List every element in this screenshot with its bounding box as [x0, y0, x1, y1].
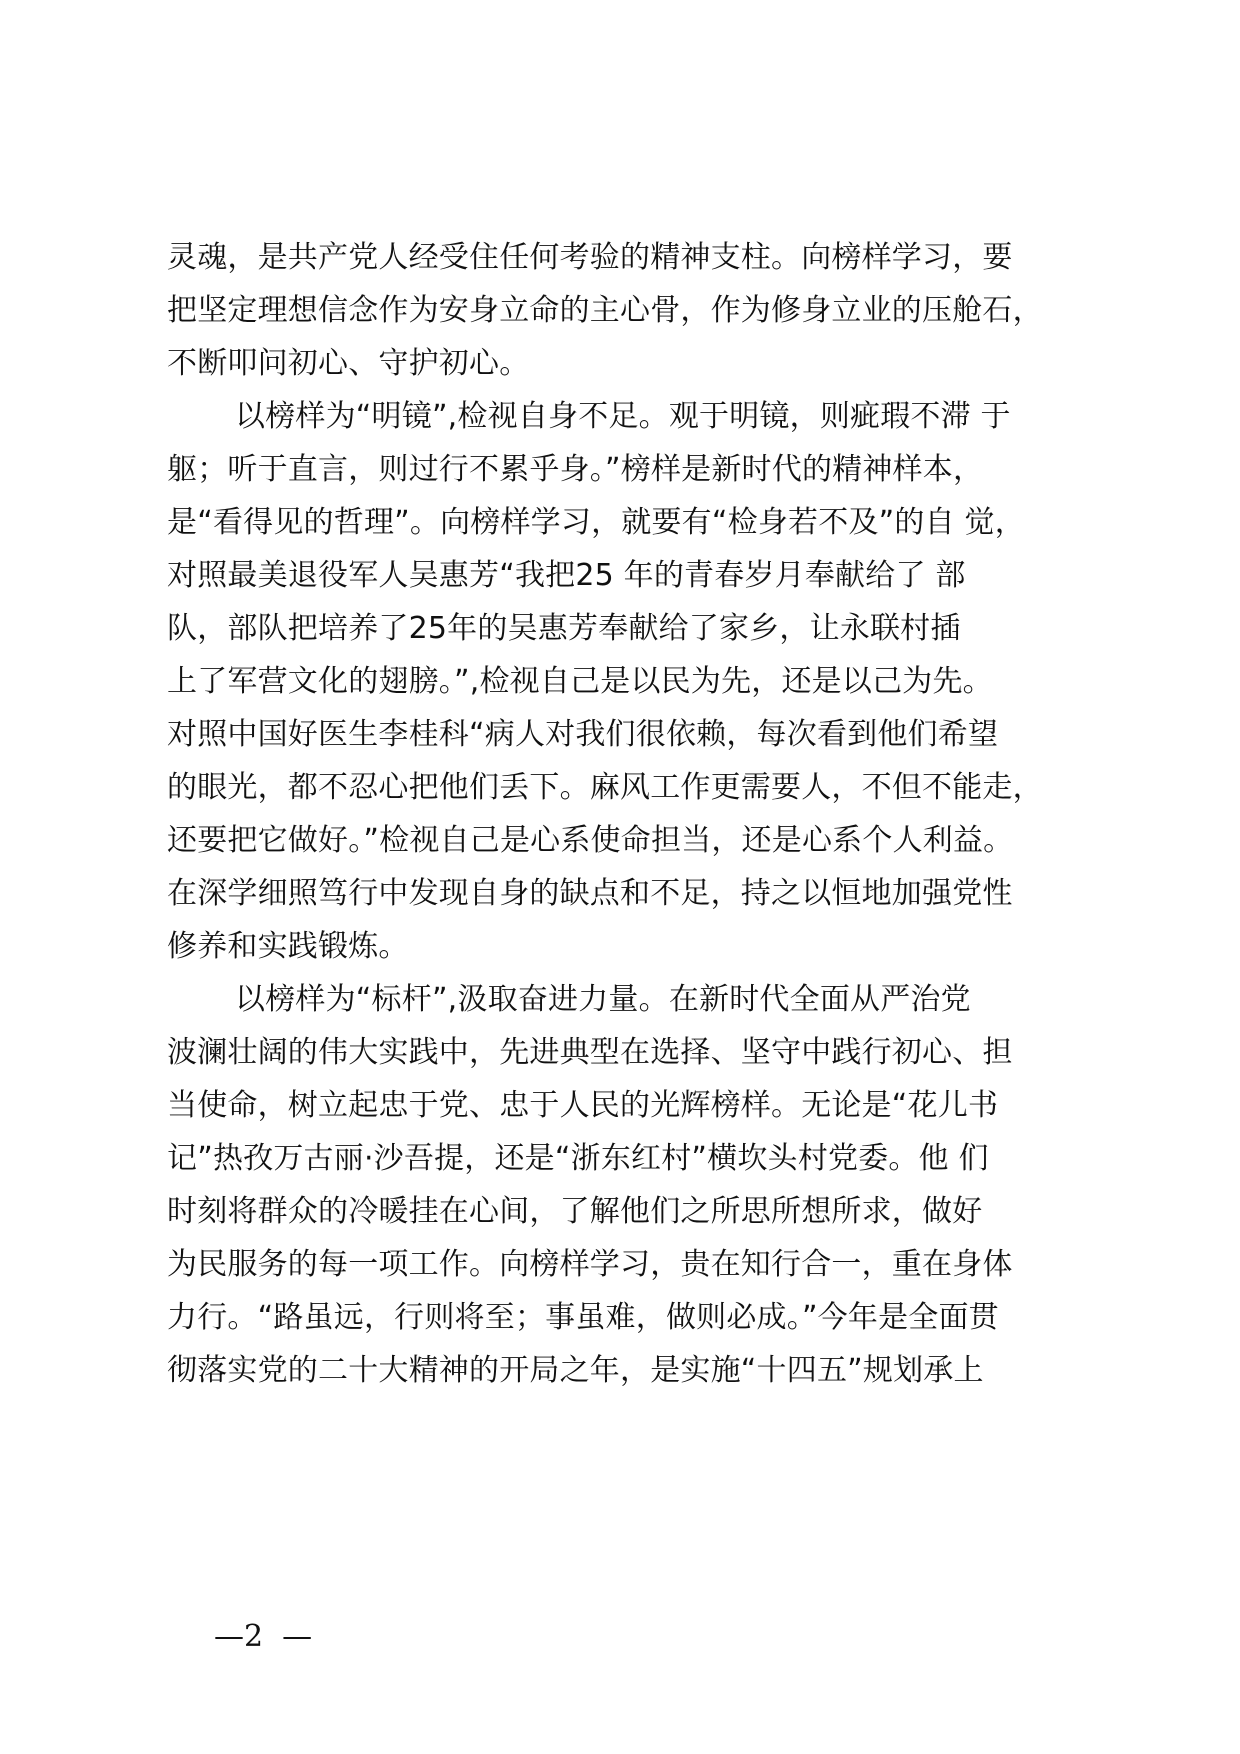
text-line: 修养和实践锻炼。	[167, 929, 409, 964]
text-line: 当使命，树立起忠于党、忠于人民的光辉榜样。无论是“花儿书	[167, 1088, 999, 1123]
text-line: 波澜壮阔的伟大实践中，先进典型在选择、坚守中践行初心、担	[167, 1035, 1013, 1070]
paragraph-first-line: 以榜样为“标杆”,汲取奋进力量。在新时代全面从严治党	[235, 982, 971, 1017]
text-line: 躯；听于直言，则过行不累乎身。”榜样是新时代的精神样本，	[167, 452, 984, 487]
text-line: 上了军营文化的翅膀。”,检视自己是以民为先，还是以己为先。	[167, 664, 993, 699]
text-line: 是“看得见的哲理”。向榜样学习，就要有“检身若不及”的自 觉，	[167, 505, 1025, 540]
page-number: —2 —	[214, 1619, 313, 1654]
text-line: 在深学细照笃行中发现自身的缺点和不足，持之以恒地加强党性	[167, 876, 1013, 911]
text-line: 灵魂，是共产党人经受住任何考验的精神支柱。向榜样学习，要	[167, 240, 1013, 275]
text-line: 的眼光，都不忍心把他们丢下。麻风工作更需要人，不但不能走，	[167, 770, 1043, 805]
body-text	[167, 231, 1127, 1397]
text-line: 把坚定理想信念作为安身立命的主心骨，作为修身立业的压舱石，	[167, 293, 1043, 328]
text-line: 队，部队把培养了25年的吴惠芳奉献给了家乡，让永联村插	[167, 611, 961, 646]
text-line: 彻落实党的二十大精神的开局之年，是实施“十四五”规划承上	[167, 1353, 984, 1388]
paragraph-first-line: 以榜样为“明镜”,检视自身不足。观于明镜，则疵瑕不滞 于	[235, 399, 1011, 434]
text-line: 为民服务的每一项工作。向榜样学习，贵在知行合一，重在身体	[167, 1247, 1013, 1282]
text-line: 力行。“路虽远，行则将至；事虽难，做则必成。”今年是全面贯	[167, 1300, 999, 1335]
text-line: 对照中国好医生李桂科“病人对我们很依赖，每次看到他们希望	[167, 717, 999, 752]
text-line: 时刻将群众的冷暖挂在心间，了解他们之所思所想所求，做好	[167, 1194, 983, 1229]
text-line: 还要把它做好。”检视自己是心系使命担当，还是心系个人利益。	[167, 823, 1014, 858]
text-line: 不断叩问初心、守护初心。	[167, 346, 530, 381]
text-line: 对照最美退役军人吴惠芳“我把25 年的青春岁月奉献给了 部	[167, 558, 966, 593]
text-line: 记”热孜万古丽·沙吾提，还是“浙东红村”横坎头村党委。他 们	[167, 1141, 989, 1176]
